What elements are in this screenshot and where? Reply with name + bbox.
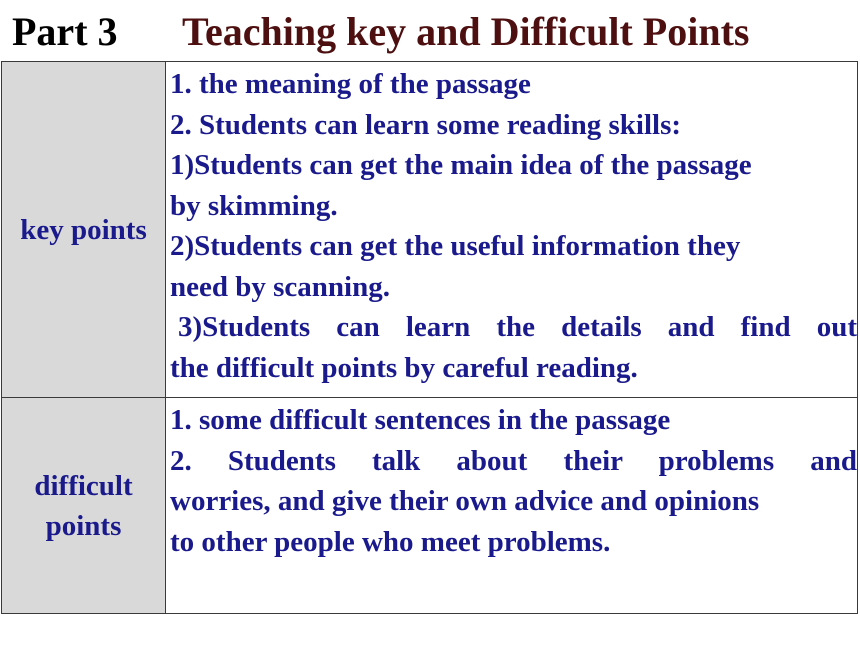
- key-points-content: [166, 62, 858, 398]
- part-label: Part 3: [12, 9, 118, 54]
- key-point-line: need by scanning.: [170, 270, 390, 303]
- difficult-points-label: [2, 398, 166, 614]
- key-point-line: 2. Students can learn some reading skills:: [170, 108, 682, 141]
- difficult-points-content: [166, 398, 858, 614]
- key-point-line: 3)Students can learn the details and find out: [178, 311, 857, 343]
- difficult-points-label-line2: points: [45, 509, 122, 542]
- difficult-point-line: worries, and give their own advice and opinions: [170, 485, 760, 517]
- points-table: [1, 61, 858, 614]
- key-point-line: the difficult points by careful reading.: [170, 351, 638, 384]
- difficult-point-line: 2. Students talk about their problems and: [170, 444, 857, 477]
- key-point-line: 1)Students can get the main idea of the passage: [170, 149, 752, 181]
- key-points-label-text: key points: [20, 213, 147, 246]
- title-heading: Teaching key and Difficult Points: [182, 9, 750, 54]
- table-row-key-points: [2, 62, 858, 398]
- key-point-line: by skimming.: [170, 189, 338, 222]
- difficult-point-line: 1. some difficult sentences in the passage: [170, 404, 671, 436]
- key-points-label: [2, 62, 166, 398]
- difficult-points-label-line1: difficult: [34, 469, 133, 502]
- table-row-difficult-points: [2, 398, 858, 614]
- key-point-line: 1. the meaning of the passage: [170, 68, 531, 100]
- key-point-line: 2)Students can get the useful information they: [170, 230, 741, 262]
- difficult-point-line: to other people who meet problems.: [170, 525, 611, 558]
